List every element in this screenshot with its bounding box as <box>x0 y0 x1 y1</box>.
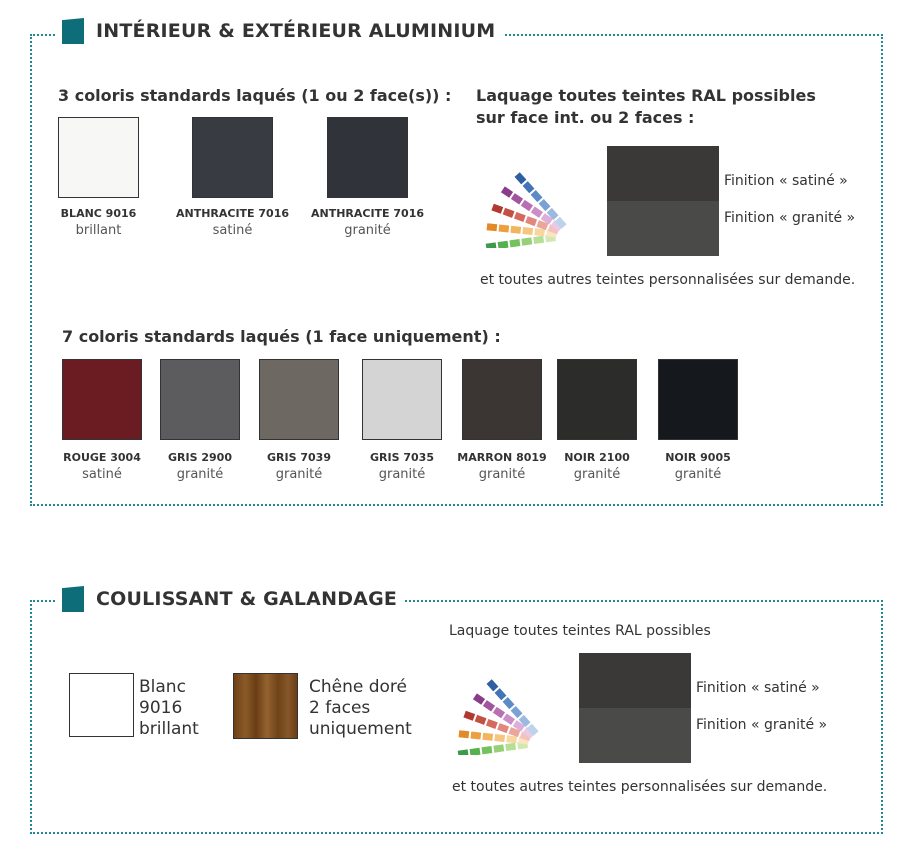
standard3-swatch <box>327 117 408 198</box>
standard7-swatch <box>160 359 240 440</box>
standard7-name: MARRON 8019 <box>457 451 547 464</box>
ral-title <box>476 85 816 129</box>
fan-chip <box>493 707 505 718</box>
finish-sample <box>607 146 719 256</box>
fan-chip <box>509 239 520 247</box>
fan-chip <box>531 190 543 202</box>
fan-chip <box>521 237 532 245</box>
fan-chip <box>523 181 535 193</box>
finish-satin-label: Finition « satiné » <box>724 173 848 189</box>
fan-chip <box>483 700 495 711</box>
standard7-swatch <box>557 359 637 440</box>
standard7-swatch <box>62 359 142 440</box>
standard3-title: 3 coloris standards laqués (1 ou 2 face(s)) : <box>58 86 452 105</box>
fan-chip <box>495 688 507 700</box>
standard3-name: ANTHRACITE 7016 <box>175 207 290 220</box>
fan-chip <box>511 193 523 204</box>
standard7-finish: granité <box>176 467 224 482</box>
fan-chip <box>459 730 470 738</box>
ral-title-line2: sur face int. ou 2 faces : <box>476 108 695 127</box>
fan-chip <box>498 225 509 233</box>
fan-chip <box>503 714 515 725</box>
fan-chip <box>531 207 543 218</box>
fan-chip <box>482 733 493 741</box>
standard7-name: NOIR 9005 <box>665 451 731 464</box>
finish-satin-label-2: Finition « satiné » <box>696 680 820 696</box>
fan-chip <box>470 732 481 740</box>
standard3-finish: satiné <box>212 223 253 238</box>
fan-chip <box>498 241 509 248</box>
fan-chip <box>503 208 515 218</box>
chene-label: Chêne doré 2 faces uniquement <box>309 677 412 739</box>
standard3-swatch <box>58 117 139 198</box>
standard7-title: 7 coloris standards laqués (1 face uniquement) : <box>62 327 501 346</box>
fan-chip <box>486 719 498 729</box>
finish-sample-2 <box>579 653 691 763</box>
standard7-finish: granité <box>478 467 526 482</box>
fan-chip <box>525 216 537 226</box>
standard3-finish: brillant <box>75 223 122 238</box>
fan-chip <box>473 693 485 704</box>
fan-chip <box>470 748 481 755</box>
fan-chip <box>493 744 504 752</box>
fan-chip <box>481 746 492 754</box>
fan-chip <box>463 711 475 721</box>
fan-chip <box>487 679 499 691</box>
standard7-swatch <box>462 359 542 440</box>
standard7-swatch <box>259 359 339 440</box>
custom-note: et toutes autres teintes personnalisées sur demande. <box>480 272 856 288</box>
standard7-name: GRIS 7039 <box>267 451 331 464</box>
standard3-finish: granité <box>344 223 391 238</box>
standard7-name: GRIS 2900 <box>168 451 232 464</box>
fan-chip <box>534 228 545 236</box>
section-aluminium-title: INTÉRIEUR & EXTÉRIEUR ALUMINIUM <box>96 20 496 42</box>
finish-granite-label: Finition « granité » <box>724 210 856 226</box>
fan-chip <box>522 227 533 235</box>
standard7-finish: satiné <box>82 467 122 482</box>
fan-chip <box>486 242 497 248</box>
standard7-name: GRIS 7035 <box>370 451 434 464</box>
granite-sample <box>579 708 691 763</box>
standard7-finish: granité <box>573 467 621 482</box>
custom-note-2: et toutes autres teintes personnalisées sur demande. <box>452 779 828 795</box>
fan-chip <box>521 200 533 211</box>
standard3-name: ANTHRACITE 7016 <box>310 207 425 220</box>
fan-chip <box>533 236 544 244</box>
color-fan-icon <box>480 148 580 248</box>
fan-chip <box>491 204 503 214</box>
fan-chip <box>458 749 469 755</box>
standard7-name: NOIR 2100 <box>564 451 630 464</box>
fan-chip <box>497 723 509 733</box>
flag-icon <box>62 586 84 612</box>
fan-chip <box>511 706 523 718</box>
fan-chip <box>505 743 516 751</box>
fan-chip <box>515 172 527 184</box>
fan-chip <box>510 226 521 234</box>
fan-chip <box>487 223 498 231</box>
fan-chip <box>539 199 551 211</box>
swatch-chene-dore <box>233 673 298 739</box>
section-aluminium-header <box>56 18 503 44</box>
standard7-name: ROUGE 3004 <box>63 451 141 464</box>
satin-sample <box>607 146 719 201</box>
standard7-finish: granité <box>378 467 426 482</box>
ral-title-2: Laquage toutes teintes RAL possibles <box>449 623 711 639</box>
section-coulissant-header <box>56 586 405 612</box>
standard7-finish: granité <box>674 467 722 482</box>
standard3-name: BLANC 9016 <box>60 207 137 220</box>
standard3-swatch <box>192 117 273 198</box>
section-coulissant-title: COULISSANT & GALANDAGE <box>96 588 398 610</box>
ral-title-line1: Laquage toutes teintes RAL possibles <box>476 86 816 105</box>
fan-chip <box>501 186 513 197</box>
blanc-label: Blanc 9016 brillant <box>139 677 199 739</box>
satin-sample <box>579 653 691 708</box>
standard7-swatch <box>362 359 442 440</box>
fan-chip <box>503 697 515 709</box>
fan-chip <box>494 734 505 742</box>
fan-chip <box>514 212 526 222</box>
granite-sample <box>607 201 719 256</box>
swatch-blanc-9016 <box>69 673 134 737</box>
color-fan-icon <box>452 655 552 755</box>
fan-chip <box>475 715 487 725</box>
flag-icon <box>62 18 84 44</box>
finish-granite-label-2: Finition « granité » <box>696 717 828 733</box>
fan-chip <box>506 735 517 743</box>
standard7-swatch <box>658 359 738 440</box>
standard7-finish: granité <box>275 467 323 482</box>
